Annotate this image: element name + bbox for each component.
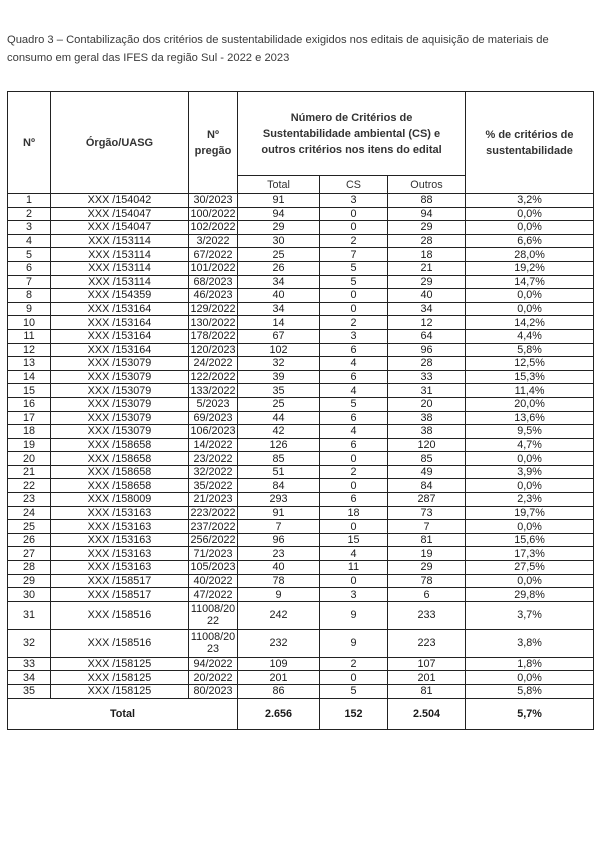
table-row: [8, 629, 594, 657]
cell-percent: 13,6%: [466, 411, 594, 425]
cell-num: 11: [8, 329, 51, 343]
cell-pregao: 32/2022: [189, 465, 238, 479]
cell-num: 4: [8, 234, 51, 248]
cell-orgao: XXX /153163: [51, 547, 189, 561]
cell-orgao: XXX /153163: [51, 533, 189, 547]
cell-num: 7: [8, 275, 51, 289]
cell-outros: 201: [388, 671, 466, 685]
cell-orgao: XXX /158516: [51, 601, 189, 629]
cell-total: 35: [238, 384, 320, 398]
cell-num: 25: [8, 520, 51, 534]
cell-pregao: 120/2023: [190, 343, 236, 356]
cell-percent: 17,3%: [466, 547, 594, 561]
cell-pregao: 129/2022: [190, 303, 236, 316]
cell-percent: 3,7%: [466, 601, 594, 629]
header-orgao: Órgão/UASG: [51, 92, 189, 194]
cell-cs: 0: [320, 221, 388, 235]
cell-cs: 4: [320, 384, 388, 398]
cell-pregao: 130/2022: [190, 316, 236, 329]
cell-orgao: XXX /153164: [51, 343, 189, 357]
cell-outros: 49: [388, 465, 466, 479]
cell-orgao: XXX /153164: [51, 329, 189, 343]
cell-pregao: 94/2022: [189, 657, 238, 671]
table-caption: Quadro 3 – Contabilização dos critérios de sustentabilidade exigidos nos editais de aquisição de materiais de consumo em geral das IFES da região Sul - 2022 e 2023: [7, 34, 549, 64]
cell-total: 7: [238, 520, 320, 534]
cell-num: 28: [8, 561, 51, 575]
cell-total: 293: [238, 493, 320, 507]
cell-total: 78: [238, 574, 320, 588]
cell-num: 3: [8, 221, 51, 235]
cell-outros: 64: [388, 329, 466, 343]
cell-percent: 9,5%: [466, 425, 594, 439]
cell-cs: 2: [320, 234, 388, 248]
cell-percent: 4,4%: [466, 329, 594, 343]
cell-pregao: 5/2023: [189, 397, 238, 411]
table-row: [8, 547, 594, 561]
cell-pregao: 3/2022: [189, 234, 238, 248]
cell-num: 27: [8, 547, 51, 561]
cell-total: 85: [238, 452, 320, 466]
cell-num: 34: [8, 671, 51, 685]
cell-outros: 34: [388, 302, 466, 316]
cell-outros: 233: [388, 601, 466, 629]
cell-cs: 5: [320, 261, 388, 275]
cell-num: 33: [8, 657, 51, 671]
cell-outros: 38: [388, 425, 466, 439]
table-row: [8, 438, 594, 452]
cell-orgao: XXX /154047: [51, 221, 189, 235]
cell-orgao: XXX /158009: [51, 493, 189, 507]
cell-cs: 0: [320, 302, 388, 316]
cell-outros: 38: [388, 411, 466, 425]
cell-num: 20: [8, 452, 51, 466]
table-row: [8, 479, 594, 493]
table-row: [8, 275, 594, 289]
header-total: Total: [238, 176, 320, 194]
cell-percent: 0,0%: [466, 574, 594, 588]
cell-num: 5: [8, 248, 51, 262]
cell-num: 24: [8, 506, 51, 520]
cell-pregao: 20/2022: [189, 671, 238, 685]
cell-orgao: XXX /158516: [51, 629, 189, 657]
cell-total: 96: [238, 533, 320, 547]
cell-cs: 9: [320, 629, 388, 657]
cell-num: 10: [8, 316, 51, 330]
cell-cs: 4: [320, 357, 388, 371]
cell-cs: 0: [320, 520, 388, 534]
cell-total: 232: [238, 629, 320, 657]
cell-total: 102: [238, 343, 320, 357]
cell-cs: 7: [320, 248, 388, 262]
cell-cs: 5: [320, 685, 388, 699]
cell-percent: 14,2%: [466, 316, 594, 330]
cell-num: 23: [8, 493, 51, 507]
cell-outros: 29: [388, 221, 466, 235]
cell-cs: 2: [320, 657, 388, 671]
cell-outros: 20: [388, 397, 466, 411]
cell-total: 91: [238, 194, 320, 208]
cell-orgao: XXX /154359: [51, 289, 189, 303]
total-sum: 2.656: [238, 698, 320, 729]
cell-outros: 7: [388, 520, 466, 534]
cell-outros: 85: [388, 452, 466, 466]
cell-pregao: 46/2023: [189, 289, 238, 303]
table-row: [8, 207, 594, 221]
cell-num: 19: [8, 438, 51, 452]
table-row: [8, 397, 594, 411]
cell-cs: 11: [320, 561, 388, 575]
header-num: Nº: [8, 92, 51, 194]
cell-pregao: 21/2023: [189, 493, 238, 507]
cell-cs: 6: [320, 438, 388, 452]
cell-percent: 5,8%: [466, 685, 594, 699]
cell-pregao: 80/2023: [189, 685, 238, 699]
cell-cs: 2: [320, 316, 388, 330]
table-row: [8, 343, 594, 357]
cell-total: 242: [238, 601, 320, 629]
cell-outros: 40: [388, 289, 466, 303]
cell-pregao: 178/2022: [190, 330, 236, 343]
cell-orgao: XXX /158517: [51, 574, 189, 588]
total-row: [8, 698, 594, 729]
table-row: [8, 234, 594, 248]
cell-cs: 6: [320, 411, 388, 425]
cell-orgao: XXX /153079: [51, 384, 189, 398]
cell-percent: 19,7%: [466, 506, 594, 520]
cell-orgao: XXX /153114: [51, 261, 189, 275]
cell-orgao: XXX /153114: [51, 234, 189, 248]
cell-pregao: 69/2023: [189, 411, 238, 425]
cell-orgao: XXX /154042: [51, 194, 189, 208]
cell-total: 30: [238, 234, 320, 248]
table-row: [8, 425, 594, 439]
cell-total: 84: [238, 479, 320, 493]
cell-outros: 287: [388, 493, 466, 507]
header-outros: Outros: [388, 176, 466, 194]
cell-percent: 5,8%: [466, 343, 594, 357]
cell-num: 15: [8, 384, 51, 398]
criteria-table: [7, 91, 594, 730]
table-row: [8, 329, 594, 343]
cell-outros: 29: [388, 561, 466, 575]
header-percent: % de critérios de sustentabilidade: [466, 92, 594, 194]
table-row: [8, 194, 594, 208]
cell-outros: 6: [388, 588, 466, 602]
cell-num: 22: [8, 479, 51, 493]
header-pregao: Nº pregão: [189, 92, 238, 194]
cell-total: 109: [238, 657, 320, 671]
cell-total: 23: [238, 547, 320, 561]
table-row: [8, 316, 594, 330]
cell-cs: 4: [320, 425, 388, 439]
table-row: [8, 493, 594, 507]
cell-pregao: 106/2023: [190, 425, 236, 438]
table-row: [8, 384, 594, 398]
cell-cs: 0: [320, 207, 388, 221]
cell-pregao: 30/2023: [189, 194, 238, 208]
cell-num: 17: [8, 411, 51, 425]
cell-outros: 81: [388, 533, 466, 547]
cell-pregao: 102/2022: [190, 221, 236, 234]
table-row: [8, 302, 594, 316]
table-row: [8, 601, 594, 629]
cell-total: 42: [238, 425, 320, 439]
cell-total: 34: [238, 275, 320, 289]
cell-orgao: XXX /153079: [51, 425, 189, 439]
cell-outros: 12: [388, 316, 466, 330]
cell-total: 67: [238, 329, 320, 343]
cell-pregao: 101/2022: [190, 262, 236, 275]
cell-pregao: 256/2022: [190, 534, 236, 547]
cell-orgao: XXX /153163: [51, 506, 189, 520]
table-row: [8, 411, 594, 425]
cell-total: 29: [238, 221, 320, 235]
cell-percent: 3,8%: [466, 629, 594, 657]
cell-total: 39: [238, 370, 320, 384]
cell-outros: 29: [388, 275, 466, 289]
cell-orgao: XXX /158517: [51, 588, 189, 602]
cell-orgao: XXX /154047: [51, 207, 189, 221]
table-row: [8, 370, 594, 384]
table-row: [8, 588, 594, 602]
cell-num: 30: [8, 588, 51, 602]
cell-cs: 3: [320, 329, 388, 343]
cell-pregao: 14/2022: [189, 438, 238, 452]
cell-orgao: XXX /153079: [51, 370, 189, 384]
cell-cs: 2: [320, 465, 388, 479]
cell-percent: 1,8%: [466, 657, 594, 671]
table-row: [8, 221, 594, 235]
cell-num: 32: [8, 629, 51, 657]
cell-cs: 6: [320, 493, 388, 507]
cell-cs: 0: [320, 479, 388, 493]
cell-pregao: 67/2022: [189, 248, 238, 262]
cell-percent: 0,0%: [466, 302, 594, 316]
cell-num: 18: [8, 425, 51, 439]
total-outros: 2.504: [388, 698, 466, 729]
cell-num: 12: [8, 343, 51, 357]
cell-orgao: XXX /153163: [51, 520, 189, 534]
cell-orgao: XXX /153079: [51, 411, 189, 425]
cell-pregao: 71/2023: [189, 547, 238, 561]
total-percent: 5,7%: [466, 698, 594, 729]
table-row: [8, 506, 594, 520]
cell-cs: 0: [320, 452, 388, 466]
cell-percent: 0,0%: [466, 452, 594, 466]
cell-percent: 2,3%: [466, 493, 594, 507]
cell-percent: 28,0%: [466, 248, 594, 262]
cell-outros: 28: [388, 357, 466, 371]
cell-orgao: XXX /153079: [51, 357, 189, 371]
cell-percent: 0,0%: [466, 479, 594, 493]
table-row: [8, 671, 594, 685]
table-row: [8, 452, 594, 466]
cell-num: 1: [8, 194, 51, 208]
cell-outros: 19: [388, 547, 466, 561]
table-row: [8, 465, 594, 479]
cell-total: 91: [238, 506, 320, 520]
cell-percent: 6,6%: [466, 234, 594, 248]
cell-percent: 0,0%: [466, 671, 594, 685]
cell-outros: 18: [388, 248, 466, 262]
cell-outros: 21: [388, 261, 466, 275]
cell-cs: 0: [320, 574, 388, 588]
header-criterios: Número de Critérios de Sustentabilidade ambiental (CS) e outros critérios nos itens do edital: [238, 92, 466, 176]
cell-total: 25: [238, 248, 320, 262]
table-row: [8, 657, 594, 671]
cell-pregao: 237/2022: [190, 520, 236, 533]
cell-total: 94: [238, 207, 320, 221]
cell-pregao: 68/2023: [189, 275, 238, 289]
cell-pregao: 24/2022: [189, 357, 238, 371]
cell-pregao: 40/2022: [189, 574, 238, 588]
cell-percent: 11,4%: [466, 384, 594, 398]
cell-outros: 81: [388, 685, 466, 699]
cell-num: 16: [8, 397, 51, 411]
header-cs: CS: [320, 176, 388, 194]
cell-cs: 3: [320, 194, 388, 208]
cell-outros: 31: [388, 384, 466, 398]
cell-num: 26: [8, 533, 51, 547]
cell-pregao: 11008/2023: [189, 629, 238, 657]
cell-percent: 0,0%: [466, 289, 594, 303]
cell-outros: 107: [388, 657, 466, 671]
cell-outros: 94: [388, 207, 466, 221]
cell-num: 35: [8, 685, 51, 699]
table-row: [8, 561, 594, 575]
cell-pregao: 223/2022: [190, 506, 236, 519]
cell-cs: 0: [320, 671, 388, 685]
cell-orgao: XXX /153164: [51, 302, 189, 316]
cell-orgao: XXX /153164: [51, 316, 189, 330]
cell-pregao: 105/2023: [190, 561, 236, 574]
cell-percent: 20,0%: [466, 397, 594, 411]
table-row: [8, 533, 594, 547]
cell-total: 40: [238, 561, 320, 575]
cell-percent: 19,2%: [466, 261, 594, 275]
table-row: [8, 289, 594, 303]
cell-percent: 0,0%: [466, 221, 594, 235]
cell-pregao: 35/2022: [189, 479, 238, 493]
cell-pregao: 122/2022: [190, 371, 236, 384]
cell-outros: 84: [388, 479, 466, 493]
cell-outros: 28: [388, 234, 466, 248]
cell-total: 40: [238, 289, 320, 303]
cell-num: 8: [8, 289, 51, 303]
cell-percent: 4,7%: [466, 438, 594, 452]
cell-cs: 15: [320, 533, 388, 547]
cell-pregao: 100/2022: [190, 207, 236, 220]
cell-total: 86: [238, 685, 320, 699]
cell-percent: 29,8%: [466, 588, 594, 602]
table-row: [8, 520, 594, 534]
cell-outros: 223: [388, 629, 466, 657]
cell-num: 9: [8, 302, 51, 316]
cell-pregao: 11008/2022: [189, 601, 238, 629]
cell-pregao: 133/2022: [190, 384, 236, 397]
cell-num: 31: [8, 601, 51, 629]
cell-pregao: 23/2022: [189, 452, 238, 466]
table-row: [8, 261, 594, 275]
cell-num: 2: [8, 207, 51, 221]
cell-total: 9: [238, 588, 320, 602]
cell-cs: 5: [320, 397, 388, 411]
cell-orgao: XXX /153163: [51, 561, 189, 575]
cell-total: 32: [238, 357, 320, 371]
cell-percent: 14,7%: [466, 275, 594, 289]
cell-total: 126: [238, 438, 320, 452]
cell-percent: 3,2%: [466, 194, 594, 208]
table-row: [8, 357, 594, 371]
total-label: Total: [8, 698, 238, 729]
cell-pregao: 47/2022: [189, 588, 238, 602]
cell-total: 44: [238, 411, 320, 425]
cell-total: 14: [238, 316, 320, 330]
cell-outros: 78: [388, 574, 466, 588]
cell-percent: 15,6%: [466, 533, 594, 547]
cell-total: 25: [238, 397, 320, 411]
cell-percent: 3,9%: [466, 465, 594, 479]
cell-cs: 9: [320, 601, 388, 629]
cell-outros: 73: [388, 506, 466, 520]
cell-cs: 18: [320, 506, 388, 520]
cell-cs: 3: [320, 588, 388, 602]
cell-total: 26: [238, 261, 320, 275]
table-row: [8, 574, 594, 588]
cell-percent: 0,0%: [466, 207, 594, 221]
cell-cs: 6: [320, 343, 388, 357]
cell-orgao: XXX /153114: [51, 275, 189, 289]
cell-num: 29: [8, 574, 51, 588]
cell-outros: 88: [388, 194, 466, 208]
cell-percent: 12,5%: [466, 357, 594, 371]
cell-percent: 27,5%: [466, 561, 594, 575]
cell-orgao: XXX /158658: [51, 479, 189, 493]
cell-cs: 6: [320, 370, 388, 384]
cell-num: 13: [8, 357, 51, 371]
cell-percent: 15,3%: [466, 370, 594, 384]
cell-outros: 120: [388, 438, 466, 452]
table-row: [8, 248, 594, 262]
cell-orgao: XXX /158125: [51, 657, 189, 671]
cell-outros: 96: [388, 343, 466, 357]
cell-orgao: XXX /158125: [51, 685, 189, 699]
cell-orgao: XXX /153079: [51, 397, 189, 411]
cell-num: 14: [8, 370, 51, 384]
cell-num: 6: [8, 261, 51, 275]
cell-total: 34: [238, 302, 320, 316]
cell-num: 21: [8, 465, 51, 479]
cell-orgao: XXX /158658: [51, 452, 189, 466]
cell-orgao: XXX /153114: [51, 248, 189, 262]
cell-orgao: XXX /158125: [51, 671, 189, 685]
cell-percent: 0,0%: [466, 520, 594, 534]
cell-outros: 33: [388, 370, 466, 384]
cell-cs: 5: [320, 275, 388, 289]
total-cs: 152: [320, 698, 388, 729]
table-row: [8, 685, 594, 699]
cell-total: 201: [238, 671, 320, 685]
cell-orgao: XXX /158658: [51, 465, 189, 479]
cell-orgao: XXX /158658: [51, 438, 189, 452]
cell-cs: 4: [320, 547, 388, 561]
cell-total: 51: [238, 465, 320, 479]
cell-cs: 0: [320, 289, 388, 303]
